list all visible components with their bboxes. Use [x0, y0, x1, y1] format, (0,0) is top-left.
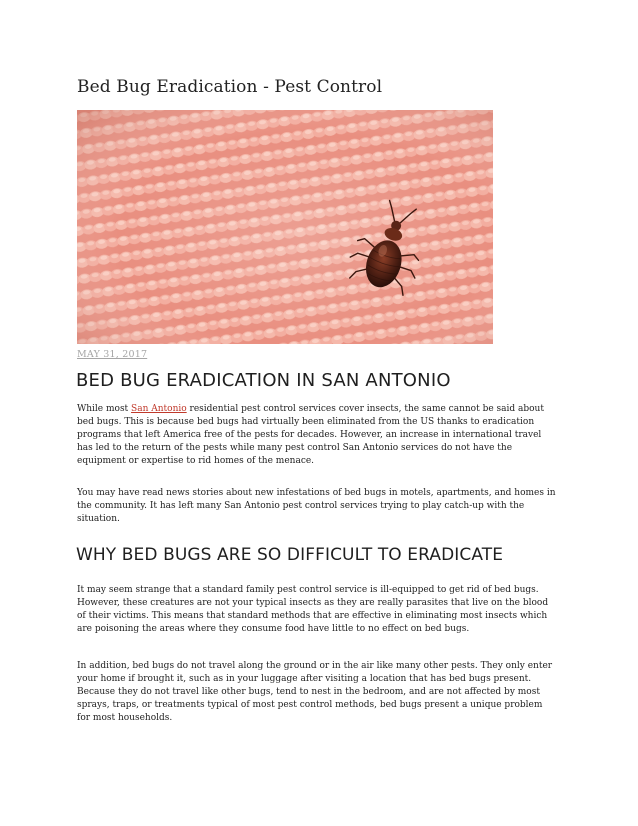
paragraph-intro-before: While most	[77, 404, 132, 414]
heading-bed-bug-eradication: BED BUG ERADICATION IN SAN ANTONIO	[76, 370, 451, 391]
paragraph-intro	[77, 403, 557, 468]
san-antonio-link[interactable]: San Antonio	[131, 404, 187, 414]
heading-why-difficult: WHY BED BUGS ARE SO DIFFICULT TO ERADICATE	[76, 545, 504, 565]
paragraph-intro-after: residential pest control services cover insects, the same cannot be said about bed bugs. This is because bed bugs had virtually been eliminated from the US thanks to eradication programs that left America free of the pests for decades. However, an increase in international travel has led to the return of the pests while many pest control San Antonio services do not have the equipment or expertise to rid homes of the menace.	[77, 404, 544, 466]
bed-bug-photo	[77, 110, 493, 344]
paragraph-travel: In addition, bed bugs do not travel along the ground or in the air like many other pests. They only enter your home if brought it, such as in your luggage after visiting a location that has bed bugs present. Because they do not travel like other bugs, tend to nest in the bedroom, and are not affected by most sprays, traps, or treatments typical of most pest control methods, bed bugs present a unique problem for most households.	[77, 661, 553, 723]
post-date[interactable]: MAY 31, 2017	[77, 349, 148, 360]
paragraph-parasites: It may seem strange that a standard family pest control service is ill-equipped to get rid of bed bugs. However, these creatures are not your typical insects as they are really parasites that live on the blood of their victims. This means that standard methods that are effective in eliminating most insects which are poisoning the areas where they consume food have little to no effect on bed bugs.	[77, 585, 549, 634]
paragraph-news: You may have read news stories about new infestations of bed bugs in motels, apartments, and homes in the community. It has left many San Antonio pest control services trying to play catch-up with the situation.	[77, 488, 556, 524]
document-title: Bed Bug Eradication - Pest Control	[77, 77, 383, 97]
